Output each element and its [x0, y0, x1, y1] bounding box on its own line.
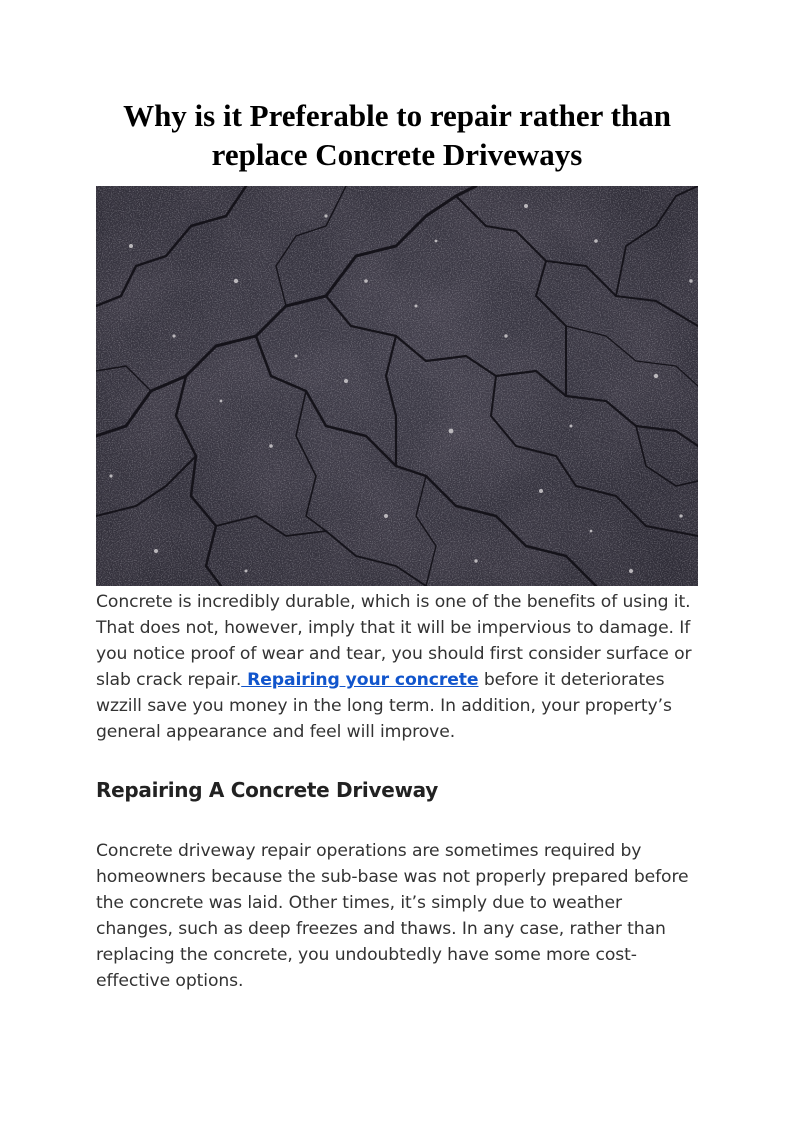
intro-paragraph — [96, 589, 700, 745]
page-title: Why is it Preferable to repair rather than replace Concrete Driveways — [123, 98, 671, 172]
intro-text-before-link: Concrete is incredibly durable, which is one of the benefits of using it. That does not, however, imply that it will be impervious to damage. If you notice proof of wear and tear, you should first consider surface or slab crack repair. — [96, 592, 692, 690]
intro-text-after-link: before it deteriorates wzzill save you money in the long term. In addition, your property’s general appearance and feel will improve. — [96, 670, 672, 742]
repairing-concrete-link[interactable]: Repairing your concrete — [241, 670, 479, 690]
cracked-concrete-image — [96, 186, 698, 586]
section-heading: Repairing A Concrete Driveway — [96, 778, 438, 802]
section-paragraph: Concrete driveway repair operations are sometimes required by homeowners because the sub-base was not properly prepared before the concrete was laid. Other times, it’s simply due to weather changes, such as deep freezes and thaws. In any case, rather than replacing the concrete, you undoubtedly have some more cost-effective options. — [96, 841, 689, 991]
